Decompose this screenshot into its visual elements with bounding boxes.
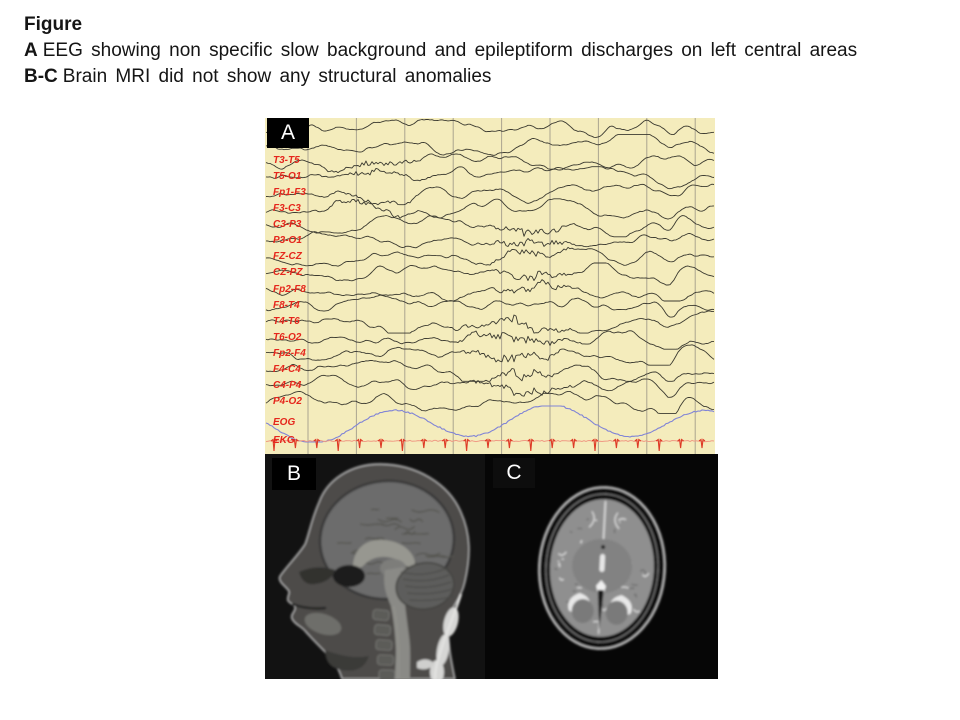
eog-label: EOG bbox=[273, 417, 296, 428]
eeg-channel-label: Fp2-F4 bbox=[273, 347, 306, 359]
caption-label-a: A bbox=[24, 40, 38, 61]
eeg-channel-label: CZ-PZ bbox=[273, 267, 303, 279]
eeg-channel-label: T3-T5 bbox=[273, 155, 300, 167]
figure-caption bbox=[24, 12, 940, 90]
caption-line-bc bbox=[24, 64, 940, 90]
mri-row bbox=[265, 454, 718, 679]
eeg-channel-label: Fp2-F8 bbox=[273, 283, 306, 295]
eeg-channel-label: T5-O1 bbox=[273, 171, 302, 183]
eeg-channel-label: F8-T4 bbox=[273, 299, 300, 311]
caption-text-a: EEG showing non specific slow background and epileptiform discharges on left central areas bbox=[42, 40, 858, 61]
sagittal-drawing bbox=[279, 464, 469, 679]
caption-label-bc: B-C bbox=[24, 66, 58, 87]
eeg-channel-label: F3-C3 bbox=[273, 203, 301, 215]
panel-b-label: B bbox=[272, 458, 316, 490]
eeg-channel-label: T4-T6 bbox=[273, 315, 300, 327]
caption-title: Figure bbox=[24, 14, 83, 35]
axial-drawing bbox=[535, 484, 669, 652]
eeg-channel-label: Fp1-F3 bbox=[273, 187, 306, 199]
eeg-panel bbox=[265, 118, 715, 454]
eeg-channel-label: P4-O2 bbox=[273, 395, 302, 407]
panel-c-label: C bbox=[493, 458, 535, 488]
mri-axial-panel bbox=[485, 454, 718, 679]
panel-a-label: A bbox=[267, 118, 309, 148]
caption-line-a bbox=[24, 38, 940, 64]
ekg-label: EKG bbox=[273, 435, 295, 446]
eeg-channel-label: F4-C4 bbox=[273, 363, 301, 375]
eeg-traces-image bbox=[265, 118, 715, 454]
eeg-channel-label: FZ-CZ bbox=[273, 251, 302, 263]
caption-text-bc: Brain MRI did not show any structural anomalies bbox=[62, 66, 492, 87]
mri-sagittal-panel bbox=[265, 454, 485, 679]
eeg-channel-label: C3-P3 bbox=[273, 219, 302, 231]
eeg-channel-label: T6-O2 bbox=[273, 331, 302, 343]
eeg-channel-label: P3-O1 bbox=[273, 235, 302, 247]
eeg-channel-label: C4-P4 bbox=[273, 379, 302, 391]
